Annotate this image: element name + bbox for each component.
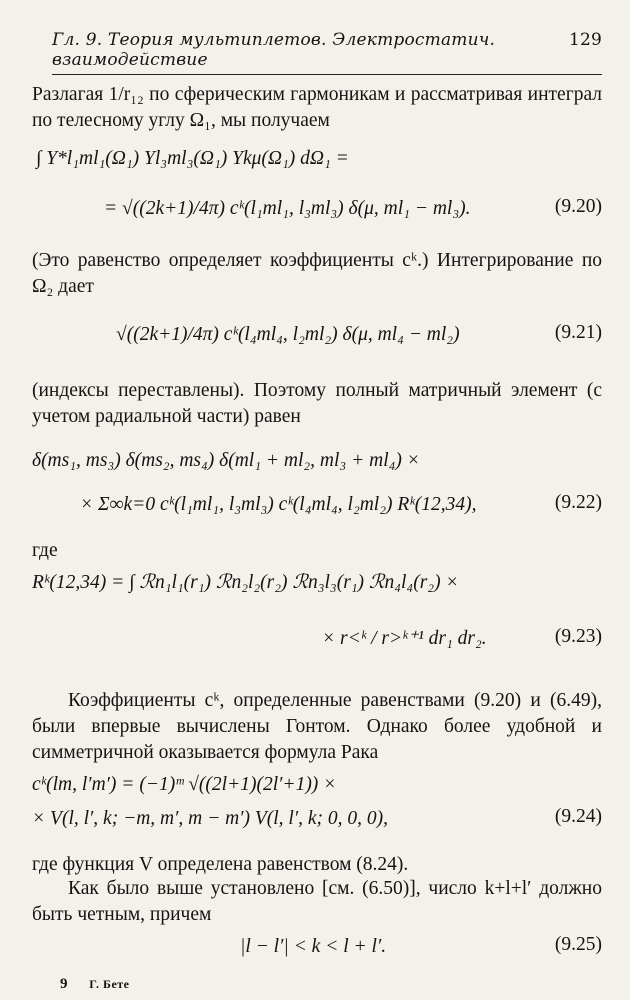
paragraph-4: где xyxy=(32,540,58,561)
equation-9-24-line-2: × V(l, l′, k; −m, m′, m − m′) V(l, l′, k; 0, 0, 0), xyxy=(32,808,389,829)
equation-9-23-line-2: × r<ᵏ / r>ᵏ⁺¹ dr₁ dr₂. xyxy=(322,628,487,649)
equation-9-20-line-2: = √((2k+1)/4π) cᵏ(l₁ml₁, l₃ml₃) δ(μ, ml₁ − ml₃). xyxy=(104,198,471,219)
equation-9-24-line-1: cᵏ(lm, l′m′) = (−1)ᵐ √((2l+1)(2l′+1)) × xyxy=(32,774,337,795)
equation-number-9-24: (9.24) xyxy=(554,806,602,827)
equation-9-21: √((2k+1)/4π) cᵏ(l₄ml₄, l₂ml₂) δ(μ, ml₄ − ml₂) xyxy=(116,324,460,345)
equation-number-9-23: (9.23) xyxy=(554,626,602,647)
paragraph-2: (Это равенство определяет коэффициенты cᵏ.) Интегрирование по Ω₂ дает xyxy=(32,250,602,297)
signature-number: 9 xyxy=(60,976,68,992)
signature-name: Г. Бете xyxy=(89,977,130,991)
paragraph-6: где функция V определена равенством (8.24). xyxy=(32,854,409,875)
equation-number-9-21: (9.21) xyxy=(554,322,602,343)
equation-9-23-line-1: Rᵏ(12,34) = ∫ ℛn₁l₁(r₁) ℛn₂l₂(r₂) ℛn₃l₃(r₁) ℛn₄l₄(r₂) × xyxy=(32,572,459,593)
paragraph-1: Разлагая 1/r₁₂ по сферическим гармоникам и рассматривая интеграл по телесному углу Ω₁, мы получаем xyxy=(32,84,602,131)
page-number: 129 xyxy=(568,30,602,50)
paragraph-3: (индексы переставлены). Поэтому полный матричный элемент (с учетом радиальной части) равен xyxy=(32,380,602,427)
paragraph-7: Как было выше установлено [см. (6.50)], число k+l+l′ должно быть четным, причем xyxy=(32,878,602,925)
equation-9-22-line-1: δ(ms₁, ms₃) δ(ms₂, ms₄) δ(ml₁ + ml₂, ml₃ + ml₄) × xyxy=(32,450,420,471)
equation-number-9-25: (9.25) xyxy=(554,934,602,955)
equation-number-9-20: (9.20) xyxy=(554,196,602,217)
running-title: Гл. 9. Теория мультиплетов. Электростатич. взаимодействие xyxy=(52,30,496,70)
running-header xyxy=(52,30,602,75)
equation-9-25: |l − l′| < k < l + l′. xyxy=(240,936,387,957)
equation-number-9-22: (9.22) xyxy=(554,492,602,513)
paragraph-5: Коэффициенты cᵏ, определенные равенствами (9.20) и (6.49), были впервые вычислены Гонтом. Однако более удобной и симметричной оказывается формула Рака xyxy=(32,690,602,763)
equation-9-20-line-1: ∫ Y*l₁ml₁(Ω₁) Yl₃ml₃(Ω₁) Ykμ(Ω₁) dΩ₁ = xyxy=(36,148,349,169)
equation-9-22-line-2: × Σ∞k=0 cᵏ(l₁ml₁, l₃ml₃) cᵏ(l₄ml₄, l₂ml₂) Rᵏ(12,34), xyxy=(80,494,477,515)
printer-signature xyxy=(60,976,130,993)
